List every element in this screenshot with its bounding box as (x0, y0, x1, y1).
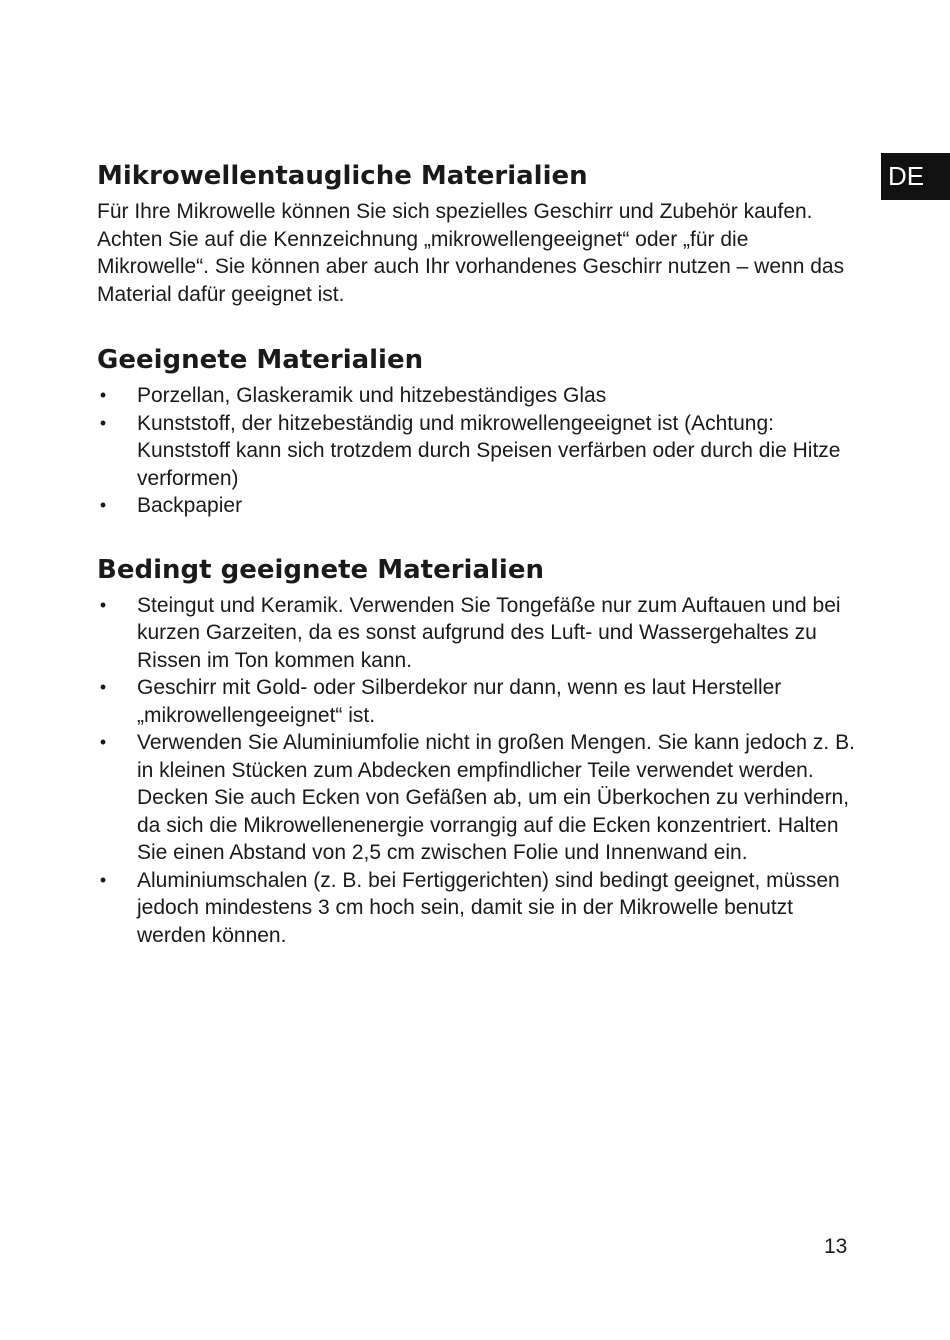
list-item-text: Kunststoff, der hitzebeständig und mikrowellengeeignet ist (Achtung: Kunststoff kann sich trotzdem durch Speisen verfärben oder durch die Hitze verformen) (137, 411, 841, 490)
bullet-icon: • (99, 385, 107, 405)
list-item-text: Backpapier (137, 494, 243, 517)
list-item (97, 867, 857, 950)
section-suitable-materials (97, 338, 857, 520)
bullet-icon: • (99, 732, 107, 752)
list-item-text: Geschirr mit Gold- oder Silberdekor nur dann, wenn es laut Hersteller „mikrowellengeeignet“ ist. (137, 676, 782, 727)
list-item (97, 492, 857, 520)
bullet-icon: • (99, 869, 107, 890)
section-conditionally-suitable-materials (97, 548, 857, 950)
section-heading: Geeignete Materialien (97, 345, 424, 375)
list-item-text: Aluminiumschalen (z. B. bei Fertiggerichten) sind bedingt geeignet, müssen jedoch mindestens 3 cm hoch sein, damit sie in der Mikrowelle benutzt werden können. (137, 868, 840, 947)
list-item (97, 410, 857, 493)
bullet-icon: • (99, 677, 107, 697)
page-content (97, 154, 857, 977)
section-microwave-materials (97, 154, 857, 308)
list-item-text: Porzellan, Glaskeramik und hitzebeständiges Glas (137, 384, 607, 407)
suitable-materials-list (97, 382, 857, 520)
intro-paragraph: Für Ihre Mikrowelle können Sie sich spezielles Geschirr und Zubehör kaufen. Achten Sie auf die Kennzeichnung „mikrowellengeeignet“ oder „für die Mikrowelle“. Sie können aber auch Ihr vorhandenes Geschirr nutzen – wenn das Material dafür geeignet ist. (97, 200, 845, 306)
bullet-icon: • (99, 594, 107, 615)
list-item (97, 382, 857, 410)
list-item-text: Verwenden Sie Aluminiumfolie nicht in großen Mengen. Sie kann jedoch z. B. in kleinen Stücken zum Abdecken empfindlicher Teile verwendet werden. Decken Sie auch Ecken von Gefäßen ab, um ein Überkochen zu verhindern, da sich die Mikrowellenenergie vorrangig auf die Ecken konzentriert. Halten Sie einen Abstand von 2,5 cm zwischen Folie und Innenwand ein. (137, 731, 855, 864)
list-item (97, 592, 857, 675)
section-heading: Bedingt geeignete Materialien (97, 554, 544, 585)
page-number: 13 (824, 1235, 848, 1258)
language-tab: DE (881, 153, 950, 200)
bullet-icon: • (99, 412, 107, 433)
section-heading: Mikrowellentaugliche Materialien (97, 161, 588, 191)
bullet-icon: • (99, 495, 107, 515)
list-item (97, 674, 857, 729)
list-item (97, 729, 857, 867)
list-item-text: Steingut und Keramik. Verwenden Sie Tongefäße nur zum Auftauen und bei kurzen Garzeiten, da es sonst aufgrund des Luft- und Wassergehaltes zu Rissen im Ton kommen kann. (137, 593, 841, 672)
conditional-materials-list (97, 592, 857, 950)
